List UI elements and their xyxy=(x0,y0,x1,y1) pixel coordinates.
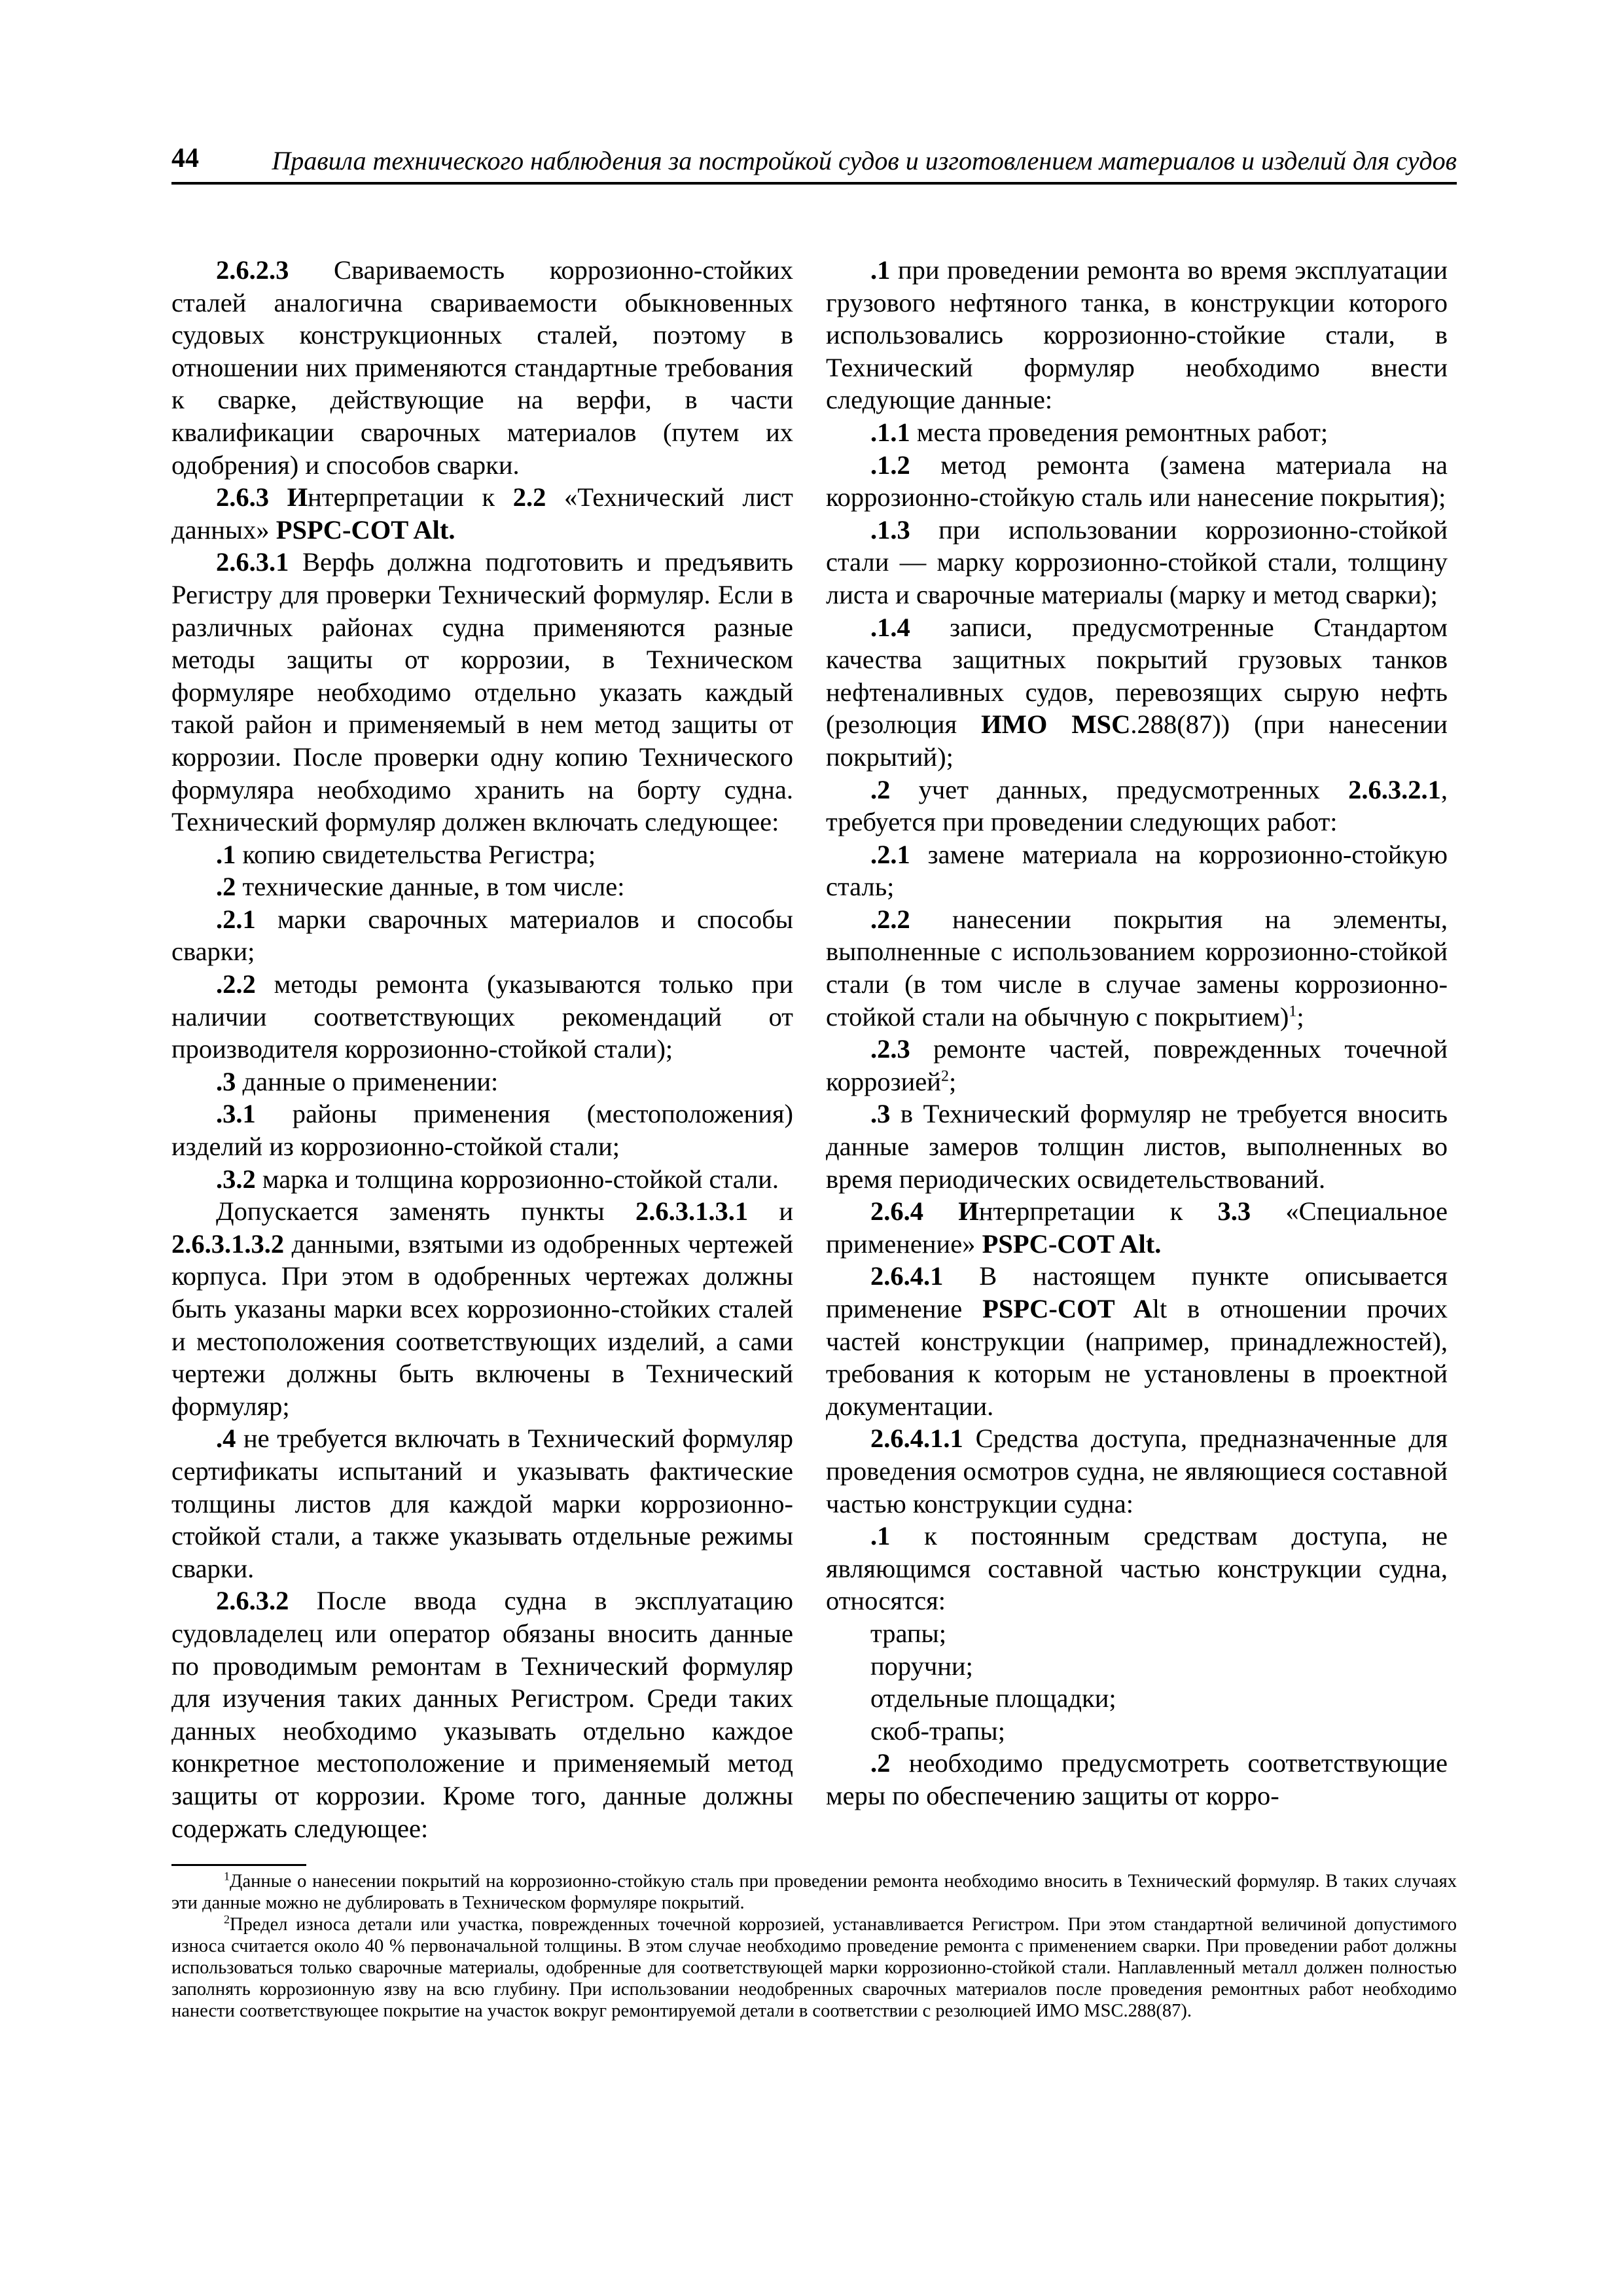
paragraph-number: .1 xyxy=(216,839,236,869)
paragraph-text: методы ремонта (указываются только при наличии соответствующих рекомендаций от производителя коррозионно-стойкой стали); xyxy=(171,969,793,1064)
paragraph-number: .1.2 xyxy=(870,450,910,480)
paragraph xyxy=(826,1650,1448,1683)
paragraph xyxy=(171,546,793,838)
paragraph-text: в Технический формуляр не требуется вносить данные замеров толщин листов, выполненных во время периодических освидетельствований. xyxy=(826,1099,1448,1194)
paragraph-text: Допускается заменять пункты xyxy=(216,1196,635,1227)
paragraph xyxy=(826,838,1448,903)
paragraph-text: данные о применении: xyxy=(236,1066,499,1096)
paragraph-number: .2.2 xyxy=(216,969,256,999)
paragraph-text: скоб-трапы; xyxy=(870,1715,1005,1746)
paragraph xyxy=(826,903,1448,1033)
paragraph xyxy=(826,416,1448,449)
paragraph-text: «Технический лист данных» xyxy=(171,482,793,545)
footnotes xyxy=(171,1871,1457,2022)
paragraph-text: В настоящем пункте описывается применение xyxy=(826,1261,1448,1323)
paragraph-number: .2 xyxy=(870,774,891,804)
paragraph xyxy=(826,611,1448,774)
paragraph-text: районы применения (местоположения) изделий из коррозионно-стойкой стали; xyxy=(171,1099,793,1162)
paragraph-text: к постоянным средствам доступа, не являющимся составной частью конструкции судна, относятся: xyxy=(826,1521,1448,1616)
paragraph xyxy=(826,1098,1448,1195)
paragraph-text: ремонте частей, поврежденных точечной коррозией xyxy=(826,1034,1448,1096)
paragraph-text: ; xyxy=(1296,1001,1304,1031)
paragraph xyxy=(826,254,1448,416)
paragraph-text: трапы; xyxy=(870,1618,947,1648)
paragraph xyxy=(826,774,1448,838)
paragraph xyxy=(171,968,793,1066)
paragraph-text: учет данных, предусмотренных xyxy=(890,774,1349,804)
bold-reference: ИМО MSC xyxy=(981,709,1131,740)
footnote-marker: 2 xyxy=(940,1067,949,1085)
paragraph xyxy=(826,514,1448,611)
paragraph-number: 2.6.3 И xyxy=(216,482,308,512)
paragraph-text: при проведении ремонта во время эксплуатации грузового нефтяного танка, в конструкции которого использовались коррозионно-стойкие стали, в Технический формуляр необходимо внести следующие данные: xyxy=(826,255,1448,415)
paragraph-text: и xyxy=(748,1196,793,1227)
paragraph-number: .2 xyxy=(216,872,236,902)
paragraph xyxy=(171,1066,793,1098)
paragraph xyxy=(826,1260,1448,1422)
paragraph-number: .2.2 xyxy=(870,904,910,934)
paragraph-text: замене материала на коррозионно-стойкую сталь; xyxy=(826,839,1448,902)
page-number: 44 xyxy=(171,143,199,173)
paragraph xyxy=(171,838,793,871)
bold-reference: PSPC-COT Alt. xyxy=(982,1229,1162,1259)
footnote-number: 2 xyxy=(224,1912,230,1926)
paragraph-text: записи, предусмотренные Стандартом качества защитных покрытий грузовых танков нефтеналивных судов, перевозящих сырую нефть (резолюция xyxy=(826,612,1448,740)
paragraph xyxy=(826,1033,1448,1098)
bold-reference: 3.3 xyxy=(1217,1196,1251,1227)
bold-reference: PSPC-COT Alt. xyxy=(276,514,455,545)
paragraph xyxy=(171,1163,793,1196)
right-column xyxy=(826,254,1448,1812)
paragraph-text: .288(87)) (при нанесении покрытий); xyxy=(826,709,1448,772)
paragraph-text: места проведения ремонтных работ; xyxy=(910,417,1329,447)
paragraph-number: .3.1 xyxy=(216,1099,256,1129)
paragraph-number: .2.1 xyxy=(870,839,910,869)
paragraph-number: .2 xyxy=(870,1748,891,1778)
paragraph-text: , требуется при проведении следующих работ: xyxy=(826,774,1448,837)
paragraph xyxy=(171,254,793,481)
paragraph xyxy=(171,1098,793,1162)
paragraph-number: 2.6.4 И xyxy=(870,1196,979,1227)
paragraph-text: нтерпретации к xyxy=(308,482,513,512)
paragraph-text: технические данные, в том числе: xyxy=(236,872,625,902)
paragraph-number: 2.6.2.3 xyxy=(216,255,289,285)
paragraph xyxy=(826,1747,1448,1812)
bold-reference: 2.2 xyxy=(512,482,546,512)
paragraph-text: «Специальное применение» xyxy=(826,1196,1448,1259)
bold-reference: 2.6.3.2.1 xyxy=(1348,774,1441,804)
paragraph xyxy=(171,481,793,546)
paragraph xyxy=(171,1585,793,1844)
paragraph-text: поручни; xyxy=(870,1651,973,1681)
paragraph-text: данными, взятыми из одобренных чертежей корпуса. При этом в одобренных чертежах должны быть указаны марки всех коррозионно-стойких сталей и местоположения соответствующих изделий, а сами чертежи должны быть включены в Технический формуляр; xyxy=(171,1229,793,1421)
paragraph-text: ; xyxy=(948,1066,957,1096)
footnote-number: 1 xyxy=(224,1869,230,1883)
paragraph xyxy=(826,1617,1448,1650)
paragraph-text: Свариваемость коррозионно-стойких сталей аналогична свариваемости обыкновенных судовых конструкционных сталей, поэтому в отношении них применяются стандартные требования к сварке, действующие на верфи, в части квалификации сварочных материалов (путем их одобрения) и способов сварки. xyxy=(171,255,793,480)
paragraph xyxy=(171,1195,793,1422)
left-column xyxy=(171,254,793,1844)
running-title: Правила технического наблюдения за постройкой судов и изготовлением материалов и изделий для судов xyxy=(272,146,1457,175)
paragraph xyxy=(171,903,793,968)
paragraph-number: .4 xyxy=(216,1424,236,1454)
footnote-text: Данные о нанесении покрытий на коррозионно-стойкую сталь при проведении ремонта необходимо вносить в Технический формуляр. В таких случаях эти данные можно не дублировать в Техническом формуляре покрытий. xyxy=(171,1871,1457,1913)
paragraph-number: .2.1 xyxy=(216,904,256,934)
bold-reference: PSPC-COT A xyxy=(982,1294,1152,1323)
paragraph-text: Верфь должна подготовить и предъявить Регистру для проверки Технический формуляр. Если в различных районах судна применяются разные методы защиты от коррозии, в Техническом формуляре необходимо отдельно указать каждый такой район и применяемый в нем метод защиты от коррозии. После проверки одну копию Технического формуляра необходимо хранить на борту судна. Технический формуляр должен включать следующее: xyxy=(171,547,793,837)
footnote xyxy=(171,1914,1457,2022)
paragraph-number: .3.2 xyxy=(216,1164,256,1194)
footnote-divider xyxy=(171,1864,306,1866)
paragraph-text: марка и толщина коррозионно-стойкой стали. xyxy=(255,1164,779,1194)
paragraph-text: После ввода судна в эксплуатацию судовладелец или оператор обязаны вносить данные по проводимым ремонтам в Технический формуляр для изучения таких данных Регистром. Среди таких данных необходимо указывать отдельно каждое конкретное местоположение и применяемый метод защиты от коррозии. Кроме того, данные должны содержать следующее: xyxy=(171,1586,793,1843)
footnote xyxy=(171,1871,1457,1914)
paragraph-number: 2.6.4.1 xyxy=(870,1261,944,1291)
paragraph-number: .2.3 xyxy=(870,1034,910,1064)
paragraph xyxy=(826,1422,1448,1520)
paragraph-number: .1.4 xyxy=(870,612,910,642)
paragraph-text: lt в отношении прочих частей конструкции (например, принадлежностей), требования к которым не установлены в проектной документации. xyxy=(826,1294,1448,1421)
paragraph xyxy=(171,870,793,903)
bold-reference: 2.6.3.1.3.2 xyxy=(171,1229,285,1259)
paragraph-text: нтерпретации к xyxy=(978,1196,1218,1227)
paragraph-number: 2.6.3.1 xyxy=(216,547,289,577)
paragraph-text: нанесении покрытия на элементы, выполненные с использованием коррозионно-стойкой стали (в том числе в случае замены коррозионно-стойкой стали на обычную с покрытием) xyxy=(826,904,1448,1031)
paragraph xyxy=(171,1422,793,1585)
footnote-marker: 1 xyxy=(1289,1003,1297,1020)
paragraph xyxy=(826,449,1448,514)
paragraph-number: .1.1 xyxy=(870,417,910,447)
paragraph xyxy=(826,1520,1448,1617)
paragraph-number: .3 xyxy=(216,1066,236,1096)
paragraph xyxy=(826,1715,1448,1748)
paragraph-text: при использовании коррозионно-стойкой стали — марку коррозионно-стойкой стали, толщину листа и сварочные материалы (марку и метод сварки); xyxy=(826,514,1448,609)
paragraph-number: 2.6.4.1.1 xyxy=(870,1424,963,1454)
paragraph-number: 2.6.3.2 xyxy=(216,1586,289,1616)
page-header xyxy=(171,143,1457,185)
paragraph-text: метод ремонта (замена материала на коррозионно-стойкую сталь или нанесение покрытия); xyxy=(826,450,1448,512)
paragraph-text: необходимо предусмотреть соответствующие меры по обеспечению защиты от корро- xyxy=(826,1748,1448,1810)
paragraph xyxy=(826,1682,1448,1715)
bold-reference: 2.6.3.1.3.1 xyxy=(635,1196,749,1227)
paragraph-number: .1 xyxy=(870,255,891,285)
paragraph-number: .1 xyxy=(870,1521,891,1551)
paragraph-number: .3 xyxy=(870,1099,891,1129)
paragraph-text: отдельные площадки; xyxy=(870,1683,1116,1713)
paragraph xyxy=(826,1195,1448,1260)
paragraph-text: Средства доступа, предназначенные для проведения осмотров судна, не являющиеся составной частью конструкции судна: xyxy=(826,1424,1448,1518)
footnote-text: Предел износа детали или участка, поврежденных точечной коррозией, устанавливается Регистром. При этом стандартной величиной допустимого износа считается около 40 % первоначальной толщины. В этом случае необходимо проведение ремонта с применением сварки. При проведении работ должны использоваться только сварочные материалы, одобренные для соответствующей марки коррозионно-стойкой стали. Наплавленный металл должен полностью заполнять коррозионную язву на всю глубину. При использовании неодобренных сварочных материалов после проведения ремонтных работ необходимо нанести соответствующее покрытие на участок вокруг ремонтируемой детали в соответствии с резолюцией ИМО MSC.288(87). xyxy=(171,1914,1457,2021)
paragraph-text: не требуется включать в Технический формуляр сертификаты испытаний и указывать фактические толщины листов для каждой марки коррозионно-стойкой стали, а также указывать отдельные режимы сварки. xyxy=(171,1424,793,1583)
paragraph-text: копию свидетельства Регистра; xyxy=(236,839,596,869)
paragraph-text: марки сварочных материалов и способы сварки; xyxy=(171,904,793,967)
paragraph-number: .1.3 xyxy=(870,514,910,545)
